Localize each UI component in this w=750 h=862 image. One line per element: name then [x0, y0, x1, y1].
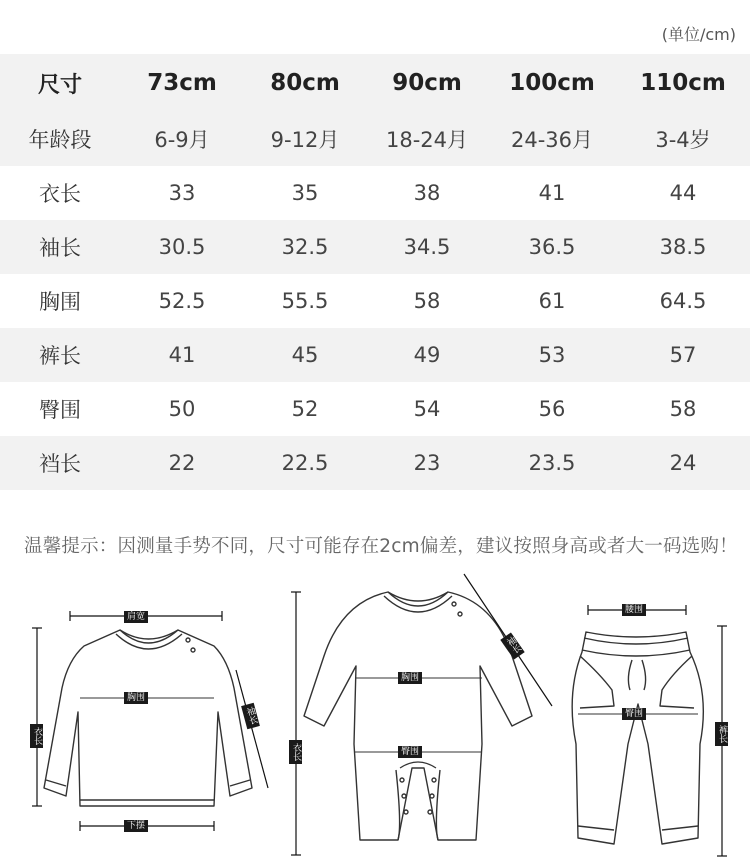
romper-illustration — [280, 570, 570, 862]
table-cell: 23 — [413, 451, 441, 475]
hip-label: 臀围 — [398, 746, 422, 758]
table-cell: 32.5 — [281, 235, 329, 259]
table-header-row — [0, 54, 750, 112]
chest-label: 胸围 — [398, 672, 422, 684]
table-cell: 64.5 — [659, 289, 707, 313]
header-cell: 110cm — [640, 70, 726, 96]
table-row — [0, 382, 750, 436]
table-cell: 58 — [413, 289, 441, 313]
table-cell: 58 — [669, 397, 697, 421]
table-row — [0, 328, 750, 382]
table-cell: 61 — [538, 289, 566, 313]
table-cell: 54 — [413, 397, 441, 421]
table-cell: 52.5 — [158, 289, 206, 313]
table-cell: 3-4岁 — [655, 128, 711, 152]
table-cell: 55.5 — [281, 289, 329, 313]
chest-label: 胸围 — [124, 692, 148, 704]
table-cell: 52 — [291, 397, 319, 421]
table-cell: 9-12月 — [270, 128, 340, 152]
header-cell: 80cm — [270, 70, 340, 96]
row-label: 胸围 — [39, 290, 81, 314]
table-cell: 49 — [413, 343, 441, 367]
table-cell: 56 — [538, 397, 566, 421]
table-cell: 38.5 — [659, 235, 707, 259]
length-label: 裤长 — [715, 722, 728, 746]
table-row — [0, 436, 750, 490]
table-cell: 53 — [538, 343, 566, 367]
sizing-tip: 温馨提示：因测量手势不同，尺寸可能存在2cm偏差，建议按照身高或者大一码选购！ — [24, 536, 738, 557]
sleeve-label: 袖长 — [241, 703, 260, 730]
table-cell: 6-9月 — [154, 128, 210, 152]
table-cell: 41 — [538, 181, 566, 205]
row-label: 年龄段 — [28, 128, 92, 152]
header-cell: 73cm — [147, 70, 217, 96]
shoulder-label: 肩宽 — [124, 611, 148, 623]
table-cell: 24-36月 — [510, 128, 594, 152]
table-cell: 18-24月 — [385, 128, 469, 152]
table-cell: 24 — [669, 451, 697, 475]
table-cell: 30.5 — [158, 235, 206, 259]
pants-diagram — [560, 594, 750, 862]
table-cell: 44 — [669, 181, 697, 205]
table-row — [0, 166, 750, 220]
table-cell: 50 — [168, 397, 196, 421]
table-cell: 33 — [168, 181, 196, 205]
row-label: 衣长 — [39, 182, 81, 206]
table-cell: 45 — [291, 343, 319, 367]
table-cell: 41 — [168, 343, 196, 367]
table-row — [0, 112, 750, 166]
length-label: 衣长 — [289, 740, 302, 764]
table-cell: 36.5 — [528, 235, 576, 259]
row-label: 袖长 — [39, 236, 81, 260]
table-cell: 35 — [291, 181, 319, 205]
table-cell: 23.5 — [528, 451, 576, 475]
row-label: 裆长 — [39, 452, 81, 476]
hip-label: 臀围 — [622, 708, 646, 720]
table-cell: 22.5 — [281, 451, 329, 475]
header-cell: 90cm — [392, 70, 462, 96]
table-cell: 34.5 — [403, 235, 451, 259]
unit-note: (单位/cm) — [661, 25, 736, 44]
hem-label: 下摆 — [124, 820, 148, 832]
table-row — [0, 220, 750, 274]
table-cell: 38 — [413, 181, 441, 205]
header-cell: 尺寸 — [37, 72, 82, 98]
sleeve-label: 袖长 — [500, 632, 524, 659]
waist-label: 腰围 — [622, 604, 646, 616]
header-cell: 100cm — [509, 70, 595, 96]
table-row — [0, 274, 750, 328]
romper-diagram — [280, 570, 570, 862]
table-cell: 22 — [168, 451, 196, 475]
size-table — [0, 54, 750, 490]
top-diagram — [0, 600, 280, 862]
length-label: 衣长 — [30, 724, 43, 748]
row-label: 裤长 — [39, 344, 81, 368]
table-cell: 57 — [669, 343, 697, 367]
row-label: 臀围 — [39, 398, 81, 422]
